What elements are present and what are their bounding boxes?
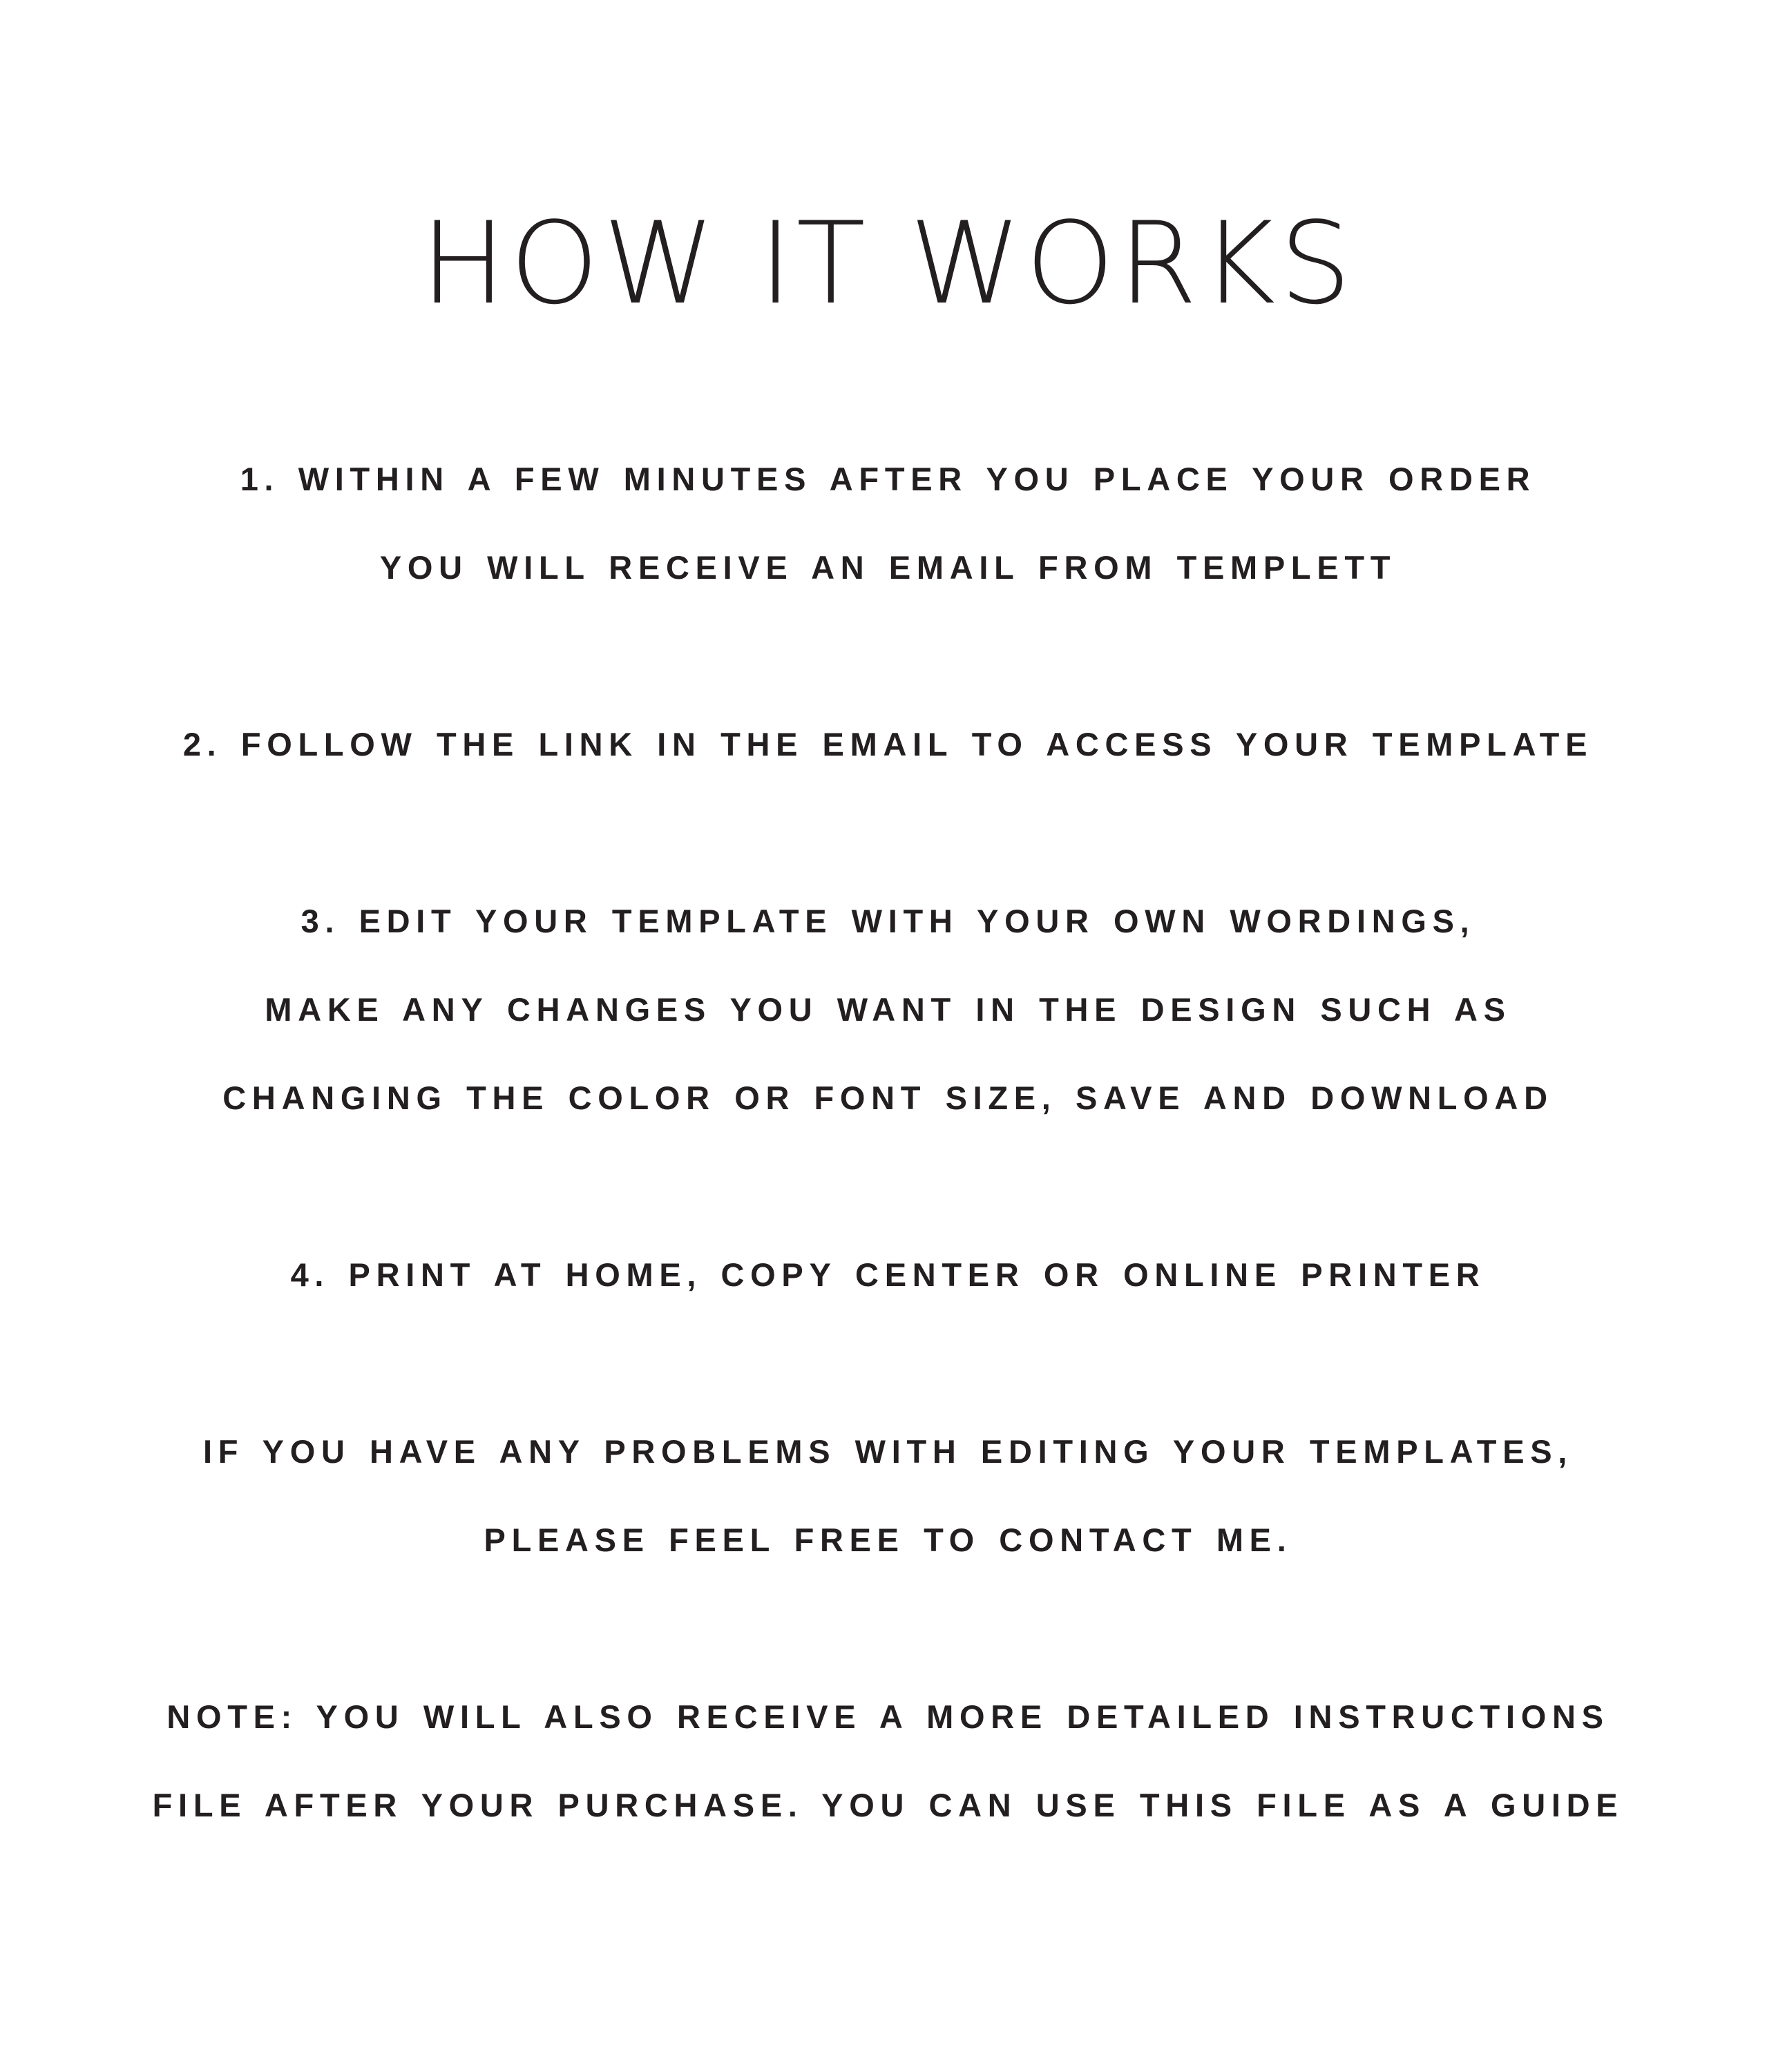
step-2-line-1: 2. FOLLOW THE LINK IN THE EMAIL TO ACCESS YOUR TEMPLATE — [182, 726, 1594, 762]
step-1-paragraph — [0, 435, 1776, 612]
page-title: HOW IT WORKS — [420, 198, 1356, 329]
step-1-line-1: 1. WITHIN A FEW MINUTES AFTER YOU PLACE YOUR ORDER — [240, 461, 1536, 497]
detailed-instructions-note-line-1: NOTE: YOU WILL ALSO RECEIVE A MORE DETAILED INSTRUCTIONS — [166, 1698, 1610, 1735]
contact-note-line-2: PLEASE FEEL FREE TO CONTACT ME. — [484, 1522, 1292, 1558]
step-3-line-1: 3. EDIT YOUR TEMPLATE WITH YOUR OWN WORDINGS, — [300, 903, 1476, 939]
step-2-paragraph — [0, 700, 1776, 789]
step-4-line-1: 4. PRINT AT HOME, COPY CENTER OR ONLINE PRINTER — [290, 1256, 1486, 1293]
step-3-line-2: MAKE ANY CHANGES YOU WANT IN THE DESIGN SUCH AS — [265, 991, 1511, 1028]
detailed-instructions-note-line-2: FILE AFTER YOUR PURCHASE. YOU CAN USE THIS FILE AS A GUIDE — [152, 1787, 1624, 1823]
step-1-line-2: YOU WILL RECEIVE AN EMAIL FROM TEMPLETT — [379, 549, 1397, 586]
document-body — [0, 435, 1776, 1850]
step-3-line-3: CHANGING THE COLOR OR FONT SIZE, SAVE AND DOWNLOAD — [222, 1080, 1554, 1116]
step-3-paragraph — [0, 877, 1776, 1142]
contact-note-paragraph — [0, 1408, 1776, 1584]
detailed-instructions-note-paragraph — [0, 1673, 1776, 1850]
contact-note-line-1: IF YOU HAVE ANY PROBLEMS WITH EDITING YOUR TEMPLATES, — [202, 1433, 1574, 1470]
step-4-paragraph — [0, 1231, 1776, 1319]
